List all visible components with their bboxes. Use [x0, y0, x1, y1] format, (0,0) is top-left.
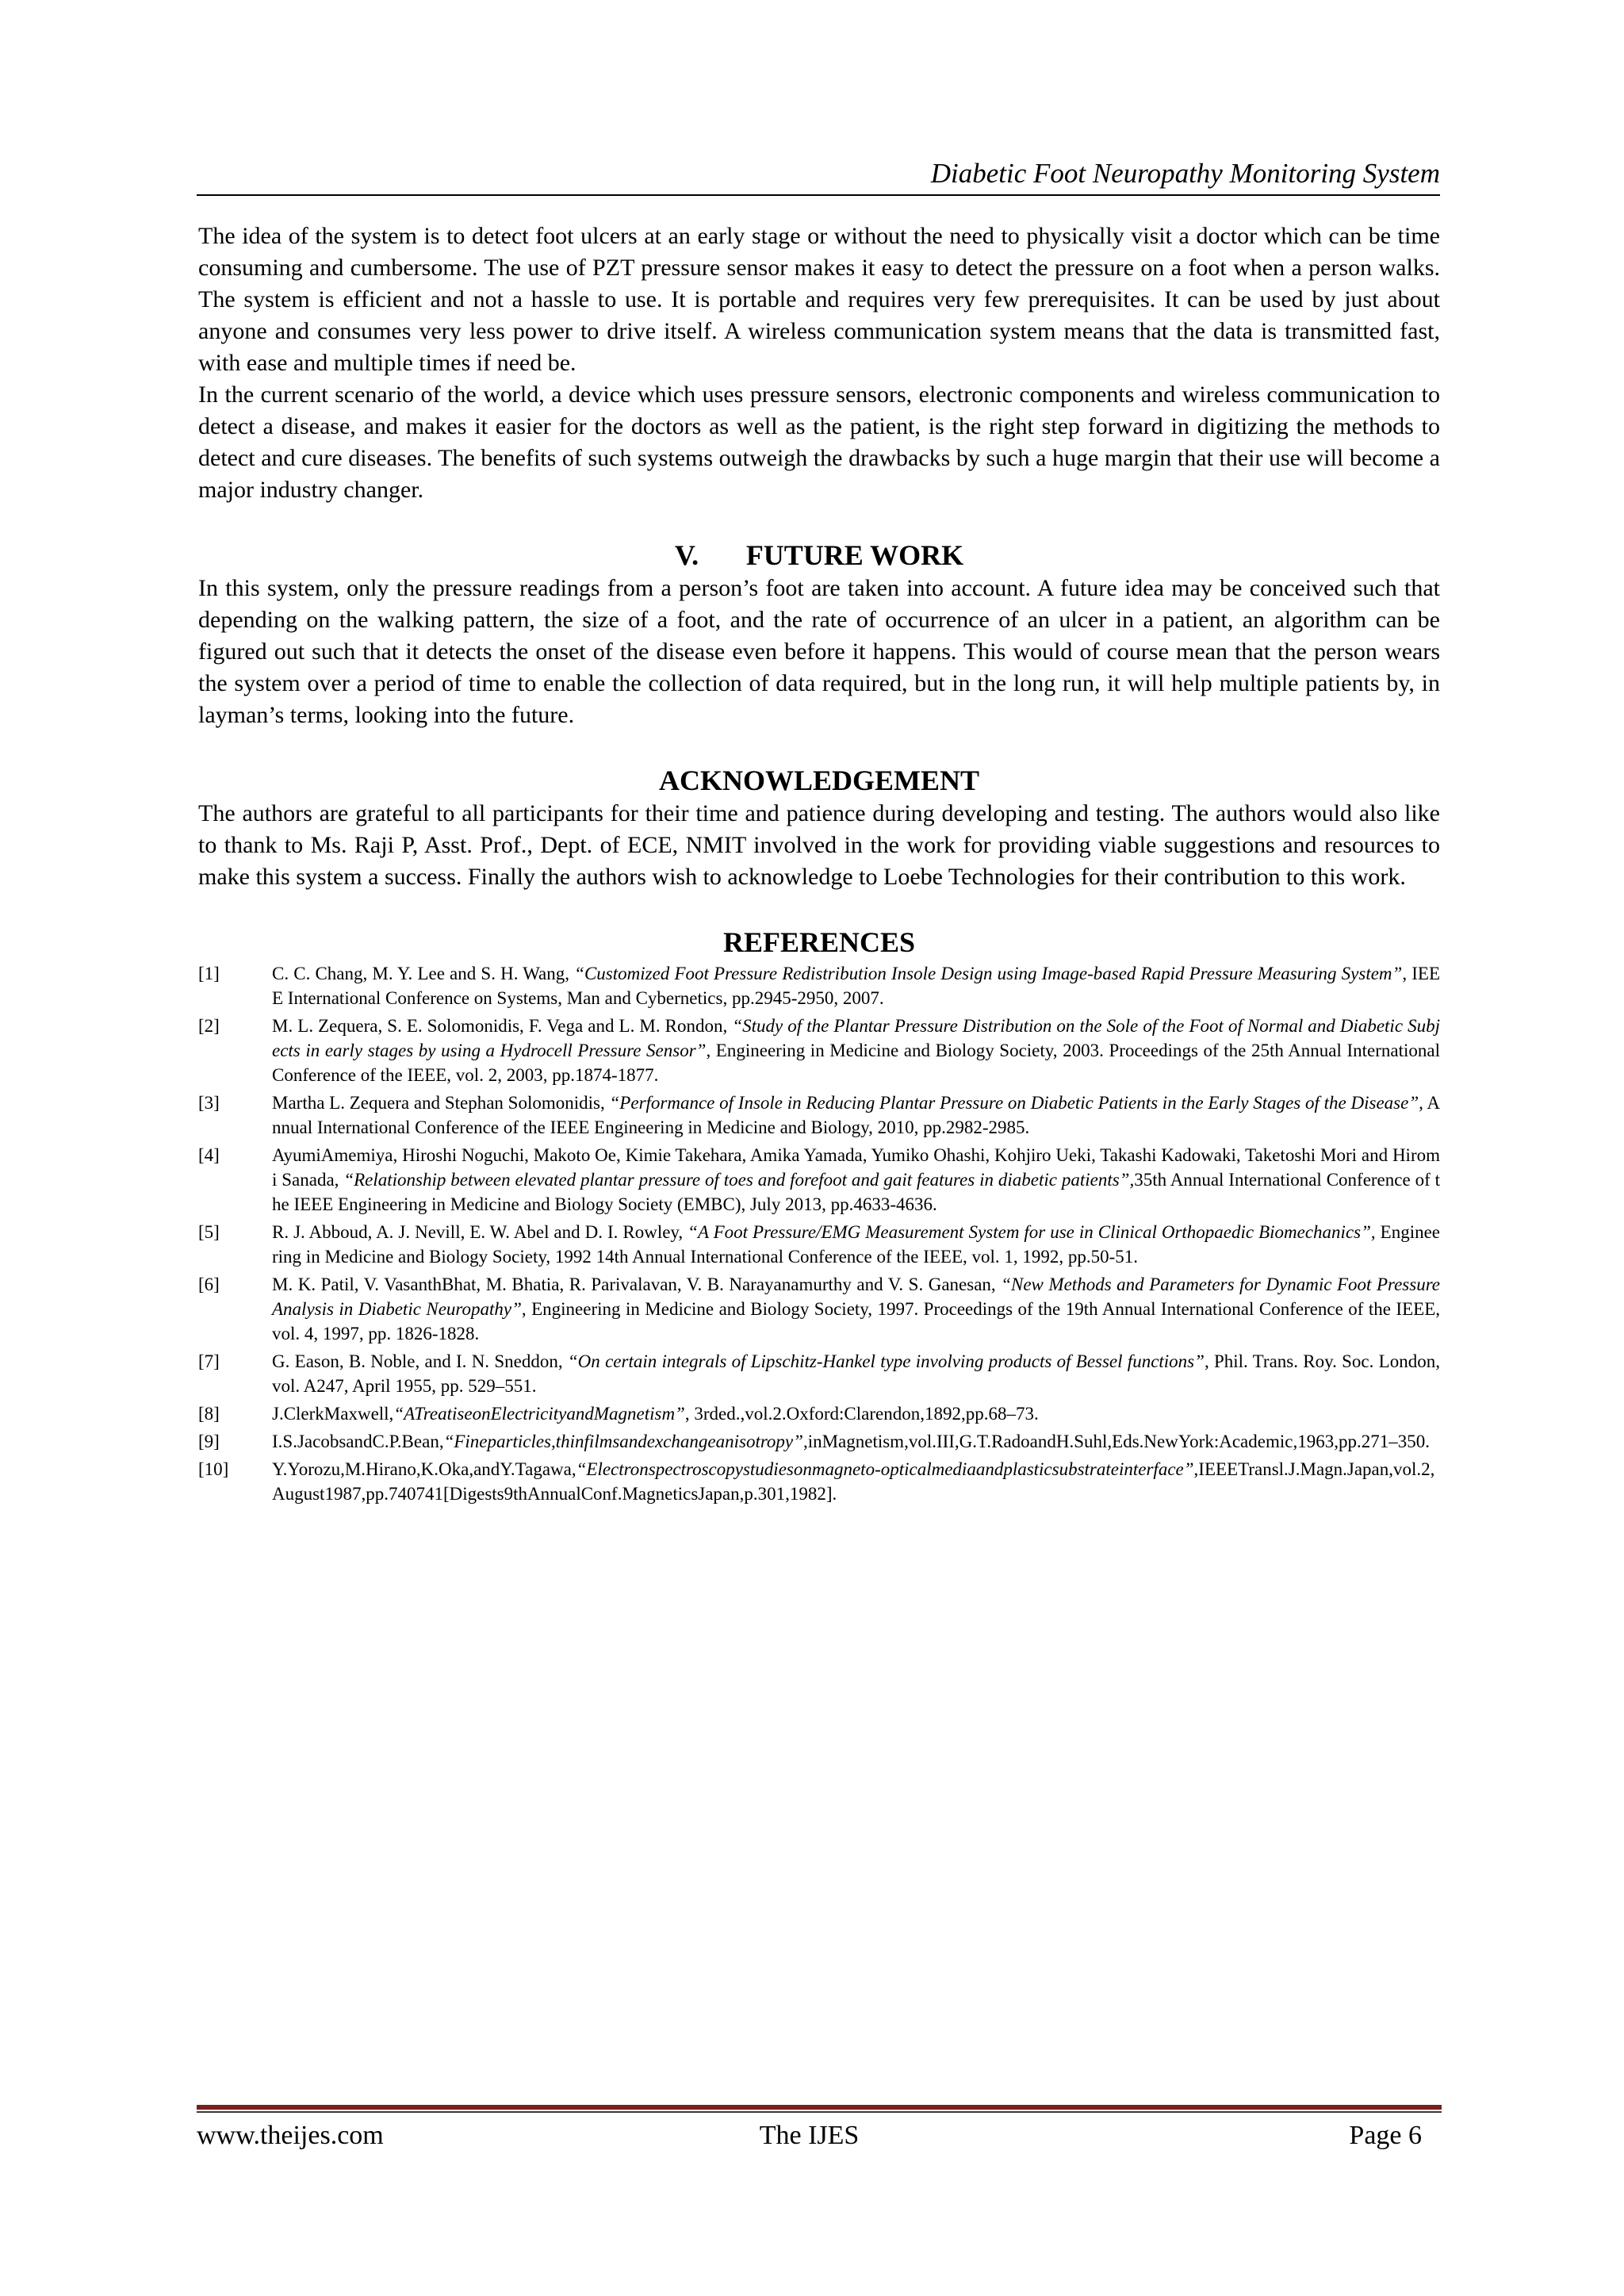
reference-text: G. Eason, B. Noble, and I. N. Sneddon, “On certain integrals of Lipschitz-Hankel type involving products of Bessel functions”, Phil. Trans. Roy. Soc. London, vol. A247, April 1955, pp. 529–551.	[272, 1351, 1440, 1396]
future-work-paragraph: In this system, only the pressure readings from a person’s foot are taken into account. A future idea may be conceived such that depending on the walking pattern, the size of a foot, and the rate of occurrence of an ulcer in a patient, an algorithm can be figured out such that it detects the onset of the disease even before it happens. This would of course mean that the person wears the system over a period of time to enable the collection of data required, but in the long run, it will help multiple patients by, in layman’s terms, looking into the future.	[198, 575, 1440, 728]
reference-number: [4]	[198, 1145, 220, 1165]
footer-page-number: Page 6	[1349, 2121, 1422, 2150]
acknowledgement-heading: ACKNOWLEDGEMENT	[658, 765, 980, 796]
reference-text: J.ClerkMaxwell,“ATreatiseonElectricityandMagnetism”, 3rded.,vol.2.Oxford:Clarendon,1892,pp.68–73.	[272, 1404, 1039, 1424]
reference-number: [7]	[198, 1351, 220, 1371]
reference-number: [5]	[198, 1222, 220, 1242]
reference-number: [2]	[198, 1016, 220, 1036]
reference-item	[198, 1272, 1440, 1346]
footer-rule-bar	[197, 2105, 1442, 2110]
reference-number: [8]	[198, 1404, 220, 1424]
conclusion-paragraph-1: The idea of the system is to detect foot ulcers at an early stage or without the need to physically visit a doctor which can be time consuming and cumbersome. The use of PZT pressure sensor makes it easy to detect the pressure on a foot when a person walks. The system is efficient and not a hassle to use. It is portable and requires very few prerequisites. It can be used by just about anyone and consumes very less power to drive itself. A wireless communication system means that the data is transmitted fast, with ease and multiple times if need be.	[198, 223, 1440, 376]
reference-item	[198, 1014, 1440, 1087]
running-header	[197, 155, 1440, 196]
reference-text: C. C. Chang, M. Y. Lee and S. H. Wang, “Customized Foot Pressure Redistribution Insole Design using Image-based Rapid Pressure Measuring System”, IEEE International Conference on Systems, Man and Cybernetics, pp.2945-2950, 2007.	[272, 964, 1440, 1008]
reference-item	[198, 1429, 1440, 1454]
reference-number: [6]	[198, 1274, 220, 1294]
reference-text: AyumiAmemiya, Hiroshi Noguchi, Makoto Oe, Kimie Takehara, Amika Yamada, Yumiko Ohashi, Kohjiro Ueki, Takashi Kadowaki, Taketoshi Mori and Hiromi Sanada, “Relationship between elevated plantar pressure of toes and forefoot and gait features in diabetic patients”,35th Annual International Conference of the IEEE Engineering in Medicine and Biology Society (EMBC), July 2013, pp.4633-4636.	[272, 1145, 1440, 1214]
reference-text: I.S.JacobsandC.P.Bean,“Fineparticles,thinfilmsandexchangeanisotropy”,inMagnetism,vol.III,G.T.RadoandH.Suhl,Eds.NewYork:Academic,1963,pp.271–350.	[272, 1432, 1430, 1451]
reference-item	[198, 961, 1440, 1010]
reference-item	[198, 1091, 1440, 1140]
section-title: FUTURE WORK	[745, 539, 964, 571]
reference-number: [10]	[198, 1459, 229, 1479]
footer-journal: The IJES	[759, 2121, 860, 2150]
references-list	[198, 961, 1440, 1506]
reference-number: [3]	[198, 1093, 220, 1113]
footer-divider	[197, 2105, 1442, 2113]
reference-item	[198, 1457, 1440, 1506]
footer-website: www.theijes.com	[197, 2121, 384, 2150]
reference-text: M. L. Zequera, S. E. Solomonidis, F. Vega and L. M. Rondon, “Study of the Plantar Pressure Distribution on the Sole of the Foot of Normal and Diabetic Subjects in early stages by using a Hydrocell Pressure Sensor”, Engineering in Medicine and Biology Society, 2003. Proceedings of the 25th Annual International Conference of the IEEE, vol. 2, 2003, pp.1874-1877.	[272, 1016, 1441, 1085]
section-number: V.	[674, 539, 699, 571]
reference-text: R. J. Abboud, A. J. Nevill, E. W. Abel and D. I. Rowley, “A Foot Pressure/EMG Measurement System for use in Clinical Orthopaedic Biomechanics”, Engineering in Medicine and Biology Society, 1992 14th Annual International Conference of the IEEE, vol. 1, 1992, pp.50-51.	[272, 1222, 1440, 1267]
reference-text: Martha L. Zequera and Stephan Solomonidis, “Performance of Insole in Reducing Plantar Pressure on Diabetic Patients in the Early Stages of the Disease”, Annual International Conference of the IEEE Engineering in Medicine and Biology, 2010, pp.2982-2985.	[272, 1093, 1440, 1137]
reference-number: [1]	[198, 964, 220, 983]
reference-item	[198, 1349, 1440, 1398]
page-body	[198, 220, 1440, 1509]
reference-text: M. K. Patil, V. VasanthBhat, M. Bhatia, R. Parivalavan, V. B. Narayanamurthy and V. S. Ganesan, “New Methods and Parameters for Dynamic Foot Pressure Analysis in Diabetic Neuropathy”, Engineering in Medicine and Biology Society, 1997. Proceedings of the 19th Annual International Conference of the IEEE, vol. 4, 1997, pp. 1826-1828.	[272, 1274, 1441, 1343]
footer-rule-line	[197, 2111, 1442, 2113]
acknowledgement-paragraph: The authors are grateful to all participants for their time and patience during developing and testing. The authors would also like to thank to Ms. Raji P, Asst. Prof., Dept. of ECE, NMIT involved in the work for providing viable suggestions and resources to make this system a success. Finally the authors wish to acknowledge to Loebe Technologies for their contribution to this work.	[198, 800, 1440, 890]
future-work-heading	[198, 538, 1440, 573]
reference-item	[198, 1143, 1440, 1217]
reference-number: [9]	[198, 1432, 220, 1451]
reference-item	[198, 1220, 1440, 1269]
references-heading: REFERENCES	[722, 926, 916, 958]
running-title: Diabetic Foot Neuropathy Monitoring System	[930, 158, 1440, 189]
conclusion-paragraph-2: In the current scenario of the world, a device which uses pressure sensors, electronic components and wireless communication to detect a disease, and makes it easier for the doctors as well as the patient, is the right step forward in digitizing the methods to detect and cure diseases. The benefits of such systems outweigh the drawbacks by such a huge margin that their use will become a major industry changer.	[198, 381, 1440, 503]
reference-item	[198, 1401, 1440, 1426]
reference-text: Y.Yorozu,M.Hirano,K.Oka,andY.Tagawa,“Electronspectroscopystudiesonmagneto-opticalmediaandplasticsubstrateinterface”,IEEETransl.J.Magn.Japan,vol.2,August1987,pp.740741[Digests9thAnnualConf.MagneticsJapan,p.301,1982].	[272, 1459, 1435, 1504]
page-footer	[197, 2119, 1422, 2152]
